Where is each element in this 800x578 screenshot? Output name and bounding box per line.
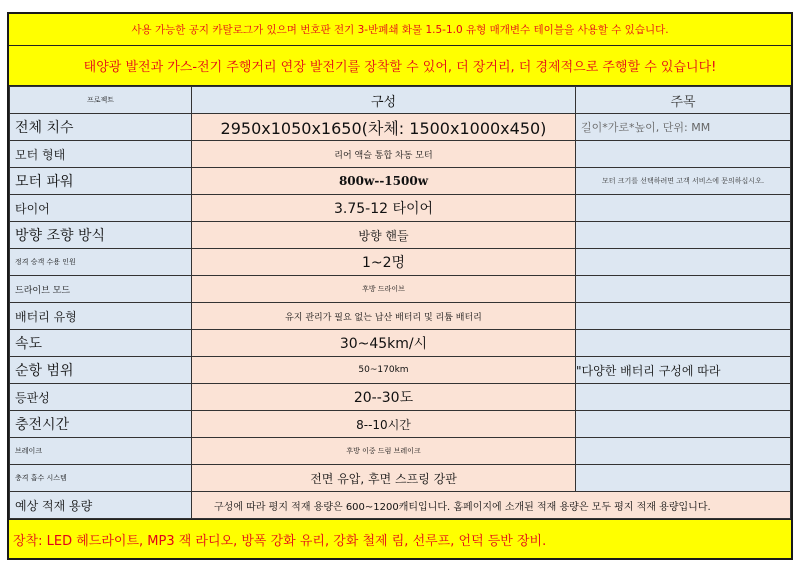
row-label: 브레이크 — [10, 438, 192, 465]
table-header-row — [10, 87, 791, 114]
solar-notice-text: 태양광 발전과 가스-전기 주행거리 연장 발전기를 장착할 수 있어, 더 장거리, 더 경제적으로 주행할 수 있습니다! — [83, 60, 717, 75]
row-note — [576, 384, 791, 411]
table-row — [10, 438, 791, 465]
row-value: 50~170km — [192, 357, 576, 384]
equipment-text: 장착: LED 헤드라이트, MP3 잭 라디오, 방폭 강화 유리, 강화 철제 림, 선루프, 언덕 등반 장비. — [13, 533, 547, 549]
table-row — [10, 168, 791, 195]
table-row — [10, 303, 791, 330]
row-label: 방향 조향 방식 — [10, 222, 192, 249]
spec-sheet — [7, 12, 793, 560]
row-value: 후방 이중 드럼 브레이크 — [192, 438, 576, 465]
row-note — [576, 276, 791, 303]
row-label: 모터 형태 — [10, 141, 192, 168]
row-value: 2950x1050x1650(차체: 1500x1000x450) — [192, 114, 576, 141]
solar-notice-banner — [9, 46, 791, 86]
equipment-footer — [9, 519, 791, 558]
row-note: 길이*가로*높이, 단위: MM — [576, 114, 791, 141]
table-row — [10, 411, 791, 438]
table-row — [10, 330, 791, 357]
table-row — [10, 276, 791, 303]
row-value: 3.75-12 타이어 — [192, 195, 576, 222]
table-row — [10, 114, 791, 141]
header-config: 구성 — [192, 87, 576, 114]
row-label: 모터 파워 — [10, 168, 192, 195]
row-note — [576, 411, 791, 438]
row-note — [576, 330, 791, 357]
table-row — [10, 249, 791, 276]
row-label: 배터리 유형 — [10, 303, 192, 330]
top-notice-text: 사용 가능한 공지 카탈로그가 있으며 번호판 전기 3-반폐쇄 화물 1.5-1.0 유형 매개변수 테이블을 사용할 수 있습니다. — [131, 24, 669, 36]
row-label: 충격 흡수 시스템 — [10, 465, 192, 492]
top-notice-banner — [9, 14, 791, 46]
table-row — [10, 222, 791, 249]
table-row — [10, 492, 791, 519]
table-row — [10, 384, 791, 411]
row-value: 8--10시간 — [192, 411, 576, 438]
row-label: 순항 범위 — [10, 357, 192, 384]
row-label: 드라이브 모드 — [10, 276, 192, 303]
row-value: 리어 액슬 통합 차동 모터 — [192, 141, 576, 168]
row-note — [576, 465, 791, 492]
row-label: 예상 적재 용량 — [10, 492, 192, 519]
row-note — [576, 222, 791, 249]
header-note: 주목 — [576, 87, 791, 114]
row-value: 800w--1500w — [192, 168, 576, 195]
row-label: 정격 승객 수용 인원 — [10, 249, 192, 276]
row-note: 모터 크기를 선택하려면 고객 서비스에 문의하십시오. — [576, 168, 791, 195]
row-note — [576, 438, 791, 465]
row-value: 1~2명 — [192, 249, 576, 276]
row-value: 유지 관리가 필요 없는 납산 배터리 및 리튬 배터리 — [192, 303, 576, 330]
row-label: 충전시간 — [10, 411, 192, 438]
table-row — [10, 141, 791, 168]
row-note — [576, 249, 791, 276]
table-row — [10, 195, 791, 222]
row-value: 후방 드라이브 — [192, 276, 576, 303]
row-label: 등판성 — [10, 384, 192, 411]
row-label: 속도 — [10, 330, 192, 357]
header-item: 프로젝트 — [10, 87, 192, 114]
table-row — [10, 465, 791, 492]
table-row — [10, 357, 791, 384]
row-note — [576, 303, 791, 330]
row-note — [576, 141, 791, 168]
row-value: 30~45km/시 — [192, 330, 576, 357]
row-value: 20--30도 — [192, 384, 576, 411]
row-label: 타이어 — [10, 195, 192, 222]
row-value: 구성에 따라 평지 적재 용량은 600~1200캐티입니다. 홈페이지에 소개된 적재 용량은 모두 평지 적재 용량입니다. — [192, 492, 791, 519]
row-note — [576, 195, 791, 222]
row-note: "다양한 배터리 구성에 따라 — [576, 357, 791, 384]
spec-table — [9, 86, 791, 519]
row-value: 전면 유압, 후면 스프링 강판 — [192, 465, 576, 492]
row-label: 전체 치수 — [10, 114, 192, 141]
row-value: 방향 핸들 — [192, 222, 576, 249]
